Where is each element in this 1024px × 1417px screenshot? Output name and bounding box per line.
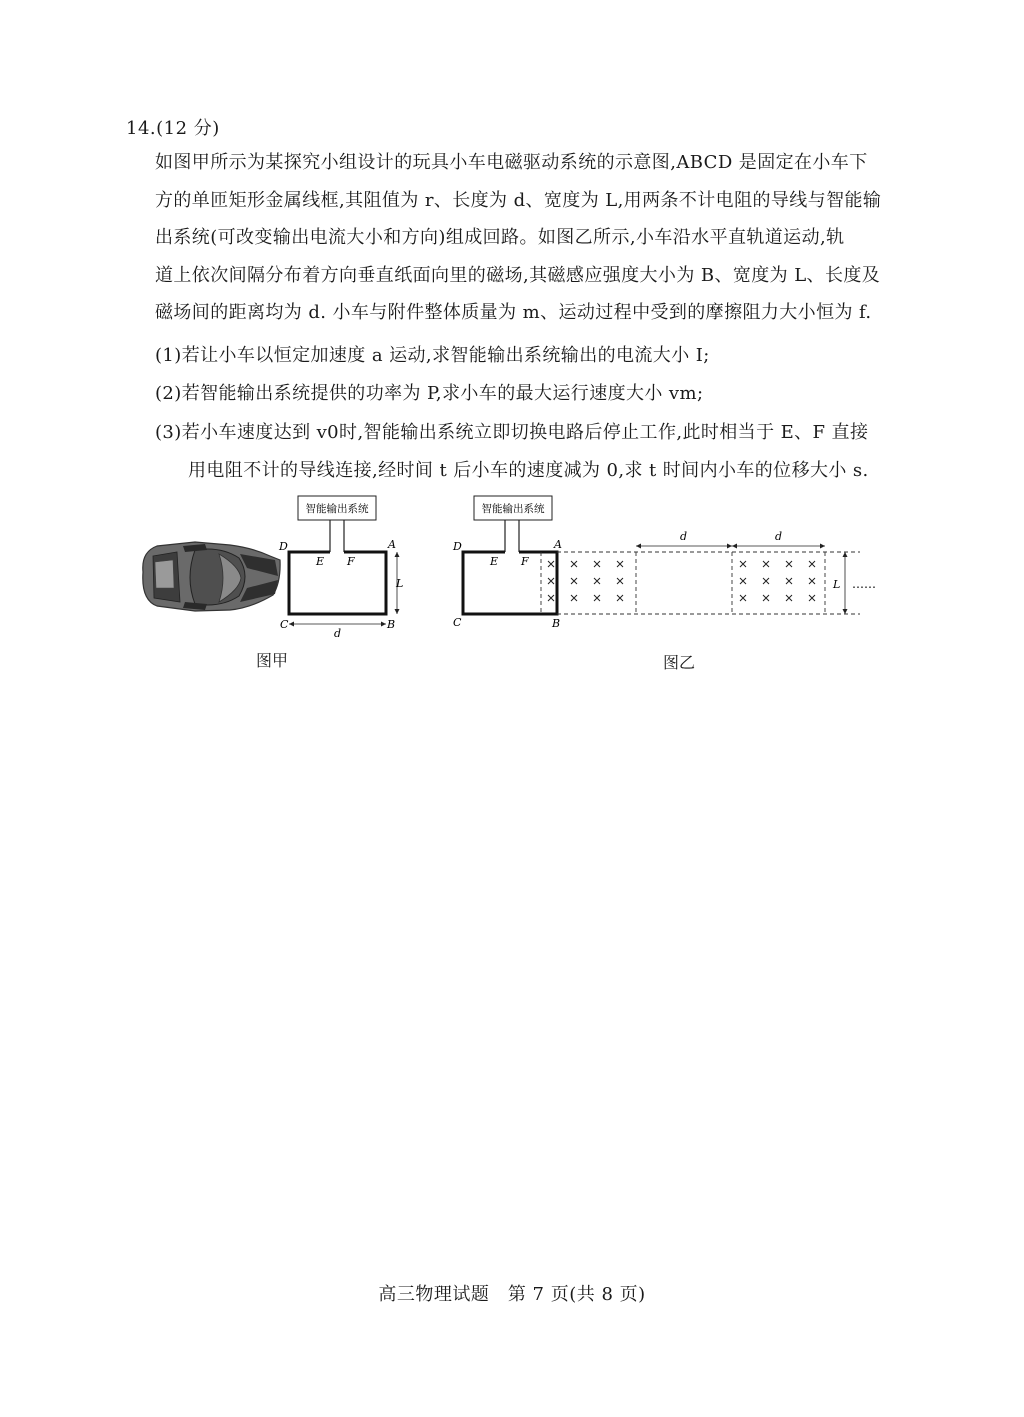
label-B: B: [552, 617, 561, 630]
figure-jia-caption: 图甲: [256, 651, 289, 670]
sub-question-2: (2)若智能输出系统提供的功率为 P,求小车的最大运行速度大小 vm;: [155, 383, 704, 404]
output-system-label: 智能输出系统: [481, 503, 545, 515]
intro-line: 方的单匝矩形金属线框,其阻值为 r、长度为 d、宽度为 L,用两条不计电阻的导线与智能输: [155, 189, 882, 211]
label-L: L: [833, 578, 841, 591]
label-B: B: [387, 618, 396, 631]
sub-question-3-line1: (3)若小车速度达到 v0时,智能输出系统立即切换电路后停止工作,此时相当于 E、F 直接: [155, 422, 869, 443]
question-header: [126, 114, 220, 140]
label-E: E: [316, 555, 325, 568]
label-d-gap: d: [680, 530, 688, 543]
intro-line: 出系统(可改变输出电流大小和方向)组成回路。如图乙所示,小车沿水平直轨道运动,轨: [155, 227, 845, 248]
question-intro: [155, 144, 900, 332]
output-system-label: 智能输出系统: [305, 503, 369, 515]
intro-line: 道上依次间隔分布着方向垂直纸面向里的磁场,其磁感应强度大小为 B、宽度为 L、长度及: [155, 264, 881, 286]
toy-car-image: [143, 542, 280, 611]
sub-question-1: (1)若让小车以恒定加速度 a 运动,求智能输出系统输出的电流大小 I;: [155, 345, 710, 366]
label-L: L: [396, 577, 404, 590]
label-d: d: [334, 627, 342, 640]
coil-frame: [463, 552, 557, 614]
label-D: D: [453, 540, 462, 553]
intro-line: 磁场间的距离均为 d. 小车与附件整体质量为 m、运动过程中受到的摩擦阻力大小恒为 f.: [155, 302, 872, 323]
intro-line: 如图甲所示为某探究小组设计的玩具小车电磁驱动系统的示意图,ABCD 是固定在小车下: [155, 152, 868, 173]
label-F: F: [347, 555, 355, 568]
label-C: C: [280, 618, 289, 631]
label-d-field: d: [775, 530, 783, 543]
figure-jia-diagram: [135, 490, 415, 640]
label-A: A: [388, 538, 396, 551]
magnetic-field-boundaries: [541, 552, 860, 614]
label-E: E: [490, 555, 499, 568]
figure-yi-diagram: [450, 490, 900, 640]
label-D: D: [279, 540, 288, 553]
label-A: A: [554, 538, 562, 551]
sub-question-3-line2: 用电阻不计的导线连接,经时间 t 后小车的速度减为 0,求 t 时间内小车的位移大小 s.: [188, 460, 869, 481]
label-F: F: [521, 555, 529, 568]
continuation-dots: ……: [852, 577, 876, 591]
question-number: 14.: [126, 118, 157, 139]
field-crosses: [548, 561, 815, 601]
page-footer: 高三物理试题 第 7 页(共 8 页): [378, 1284, 646, 1305]
coil-frame: [289, 552, 386, 614]
figure-yi-caption: 图乙: [663, 653, 696, 672]
question-points: (12 分): [156, 118, 220, 139]
label-C: C: [453, 616, 462, 629]
